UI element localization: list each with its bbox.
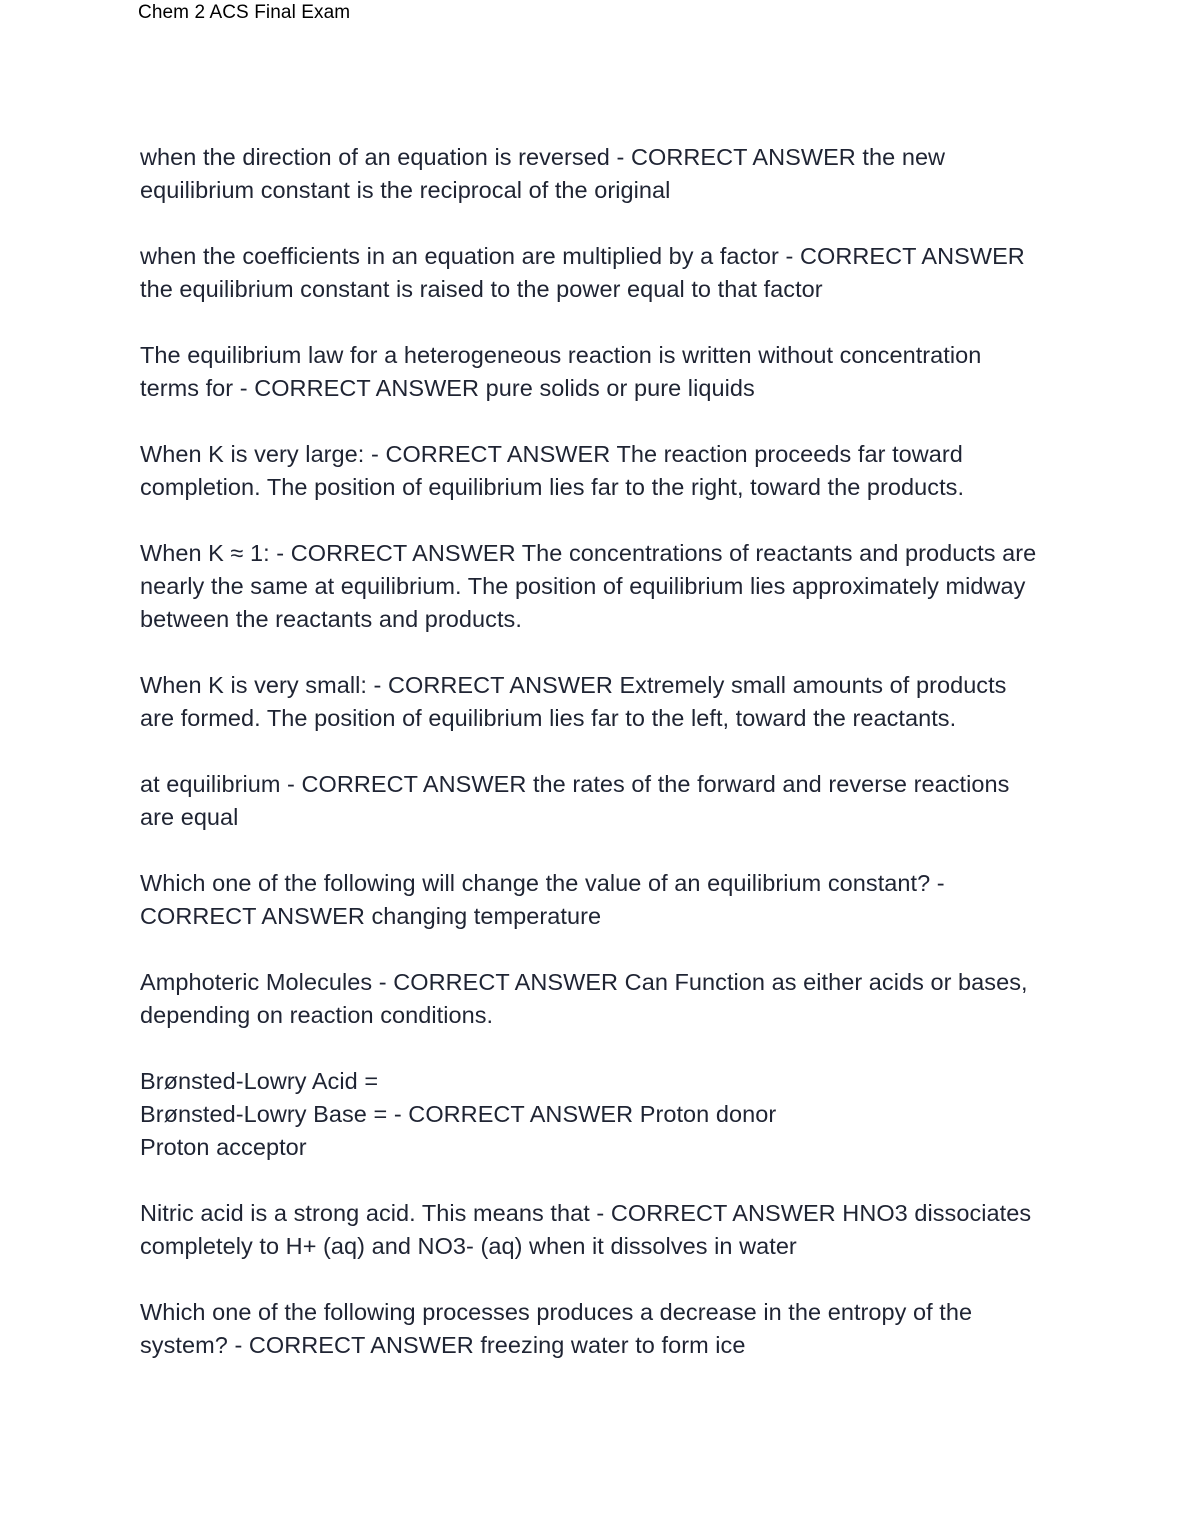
- separator: -: [372, 969, 394, 995]
- qa-item: [140, 438, 1045, 504]
- answer-text: the equilibrium constant is raised to the power equal to that factor: [140, 276, 823, 302]
- separator: -: [778, 243, 800, 269]
- question-text: Amphoteric Molecules: [140, 969, 373, 995]
- qa-item: [140, 240, 1045, 306]
- correct-answer-label: CORRECT ANSWER: [393, 969, 619, 995]
- answer-text: Can Function as either acids or bases, depending on reaction conditions.: [140, 969, 1028, 1028]
- separator: -: [589, 1200, 611, 1226]
- answer-text: changing temperature: [364, 903, 602, 929]
- correct-answer-label: CORRECT ANSWER: [385, 441, 611, 467]
- correct-answer-label: CORRECT ANSWER: [140, 903, 365, 929]
- separator: -: [227, 1332, 249, 1358]
- question-text: The equilibrium law for a heterogeneous reaction is written without concentration terms for: [140, 342, 982, 401]
- question-text: When K is very large:: [140, 441, 365, 467]
- qa-item: [140, 537, 1045, 636]
- answer-text: pure solids or pure liquids: [479, 375, 755, 401]
- separator: -: [366, 672, 389, 698]
- qa-item: [140, 1197, 1045, 1263]
- page-header-title: Chem 2 ACS Final Exam: [138, 2, 351, 23]
- answer-text: The concentrations of reactants and products are nearly the same at equilibrium. The position of equilibrium lies approximately midway between the reactants and products.: [140, 540, 1037, 632]
- qa-item: [140, 867, 1045, 933]
- answer-text: the rates of the forward and reverse reactions are equal: [140, 771, 1010, 830]
- qa-item: [140, 669, 1045, 735]
- correct-answer-label: CORRECT ANSWER: [290, 540, 516, 566]
- question-text: when the direction of an equation is reversed: [140, 144, 610, 170]
- qa-item: [140, 1065, 1045, 1164]
- correct-answer-label: CORRECT ANSWER: [630, 144, 856, 170]
- answer-text: Proton donor Proton acceptor: [140, 1101, 777, 1160]
- separator: -: [280, 771, 302, 797]
- qa-item: [140, 339, 1045, 405]
- qa-item: [140, 1296, 1045, 1362]
- separator: -: [364, 441, 386, 467]
- answer-text: the new equilibrium constant is the reciprocal of the original: [140, 144, 946, 203]
- answer-text: freezing water to form ice: [473, 1332, 746, 1358]
- separator: -: [609, 144, 631, 170]
- answer-text: The reaction proceeds far toward completion. The position of equilibrium lies far to the right, toward the products.: [140, 441, 965, 500]
- question-text: Which one of the following processes produces a decrease in the entropy of the system?: [140, 1299, 973, 1358]
- correct-answer-label: CORRECT ANSWER: [388, 672, 613, 698]
- question-text: When K is very small:: [140, 672, 367, 698]
- qa-list: [140, 141, 1045, 1395]
- question-text: when the coefficients in an equation are multiplied by a factor: [140, 243, 779, 269]
- separator: -: [269, 540, 291, 566]
- question-text: Brønsted-Lowry Acid = Brønsted-Lowry Base =: [140, 1068, 388, 1127]
- correct-answer-label: CORRECT ANSWER: [408, 1101, 634, 1127]
- answer-text: Extremely small amounts of products are formed. The position of equilibrium lies far to the left, toward the reactants.: [140, 672, 1007, 731]
- question-text: at equilibrium: [140, 771, 281, 797]
- separator: -: [387, 1101, 409, 1127]
- answer-text: HNO3 dissociates completely to H+ (aq) and NO3- (aq) when it dissolves in water: [140, 1200, 1032, 1259]
- qa-item: [140, 768, 1045, 834]
- qa-item: [140, 141, 1045, 207]
- correct-answer-label: CORRECT ANSWER: [301, 771, 527, 797]
- question-text: Nitric acid is a strong acid. This means that: [140, 1200, 590, 1226]
- separator: -: [930, 870, 945, 896]
- correct-answer-label: CORRECT ANSWER: [248, 1332, 474, 1358]
- correct-answer-label: CORRECT ANSWER: [254, 375, 480, 401]
- question-text: When K ≈ 1:: [140, 540, 270, 566]
- correct-answer-label: CORRECT ANSWER: [799, 243, 1025, 269]
- separator: -: [233, 375, 255, 401]
- question-text: Which one of the following will change the value of an equilibrium constant?: [140, 870, 931, 896]
- correct-answer-label: CORRECT ANSWER: [610, 1200, 836, 1226]
- qa-item: [140, 966, 1045, 1032]
